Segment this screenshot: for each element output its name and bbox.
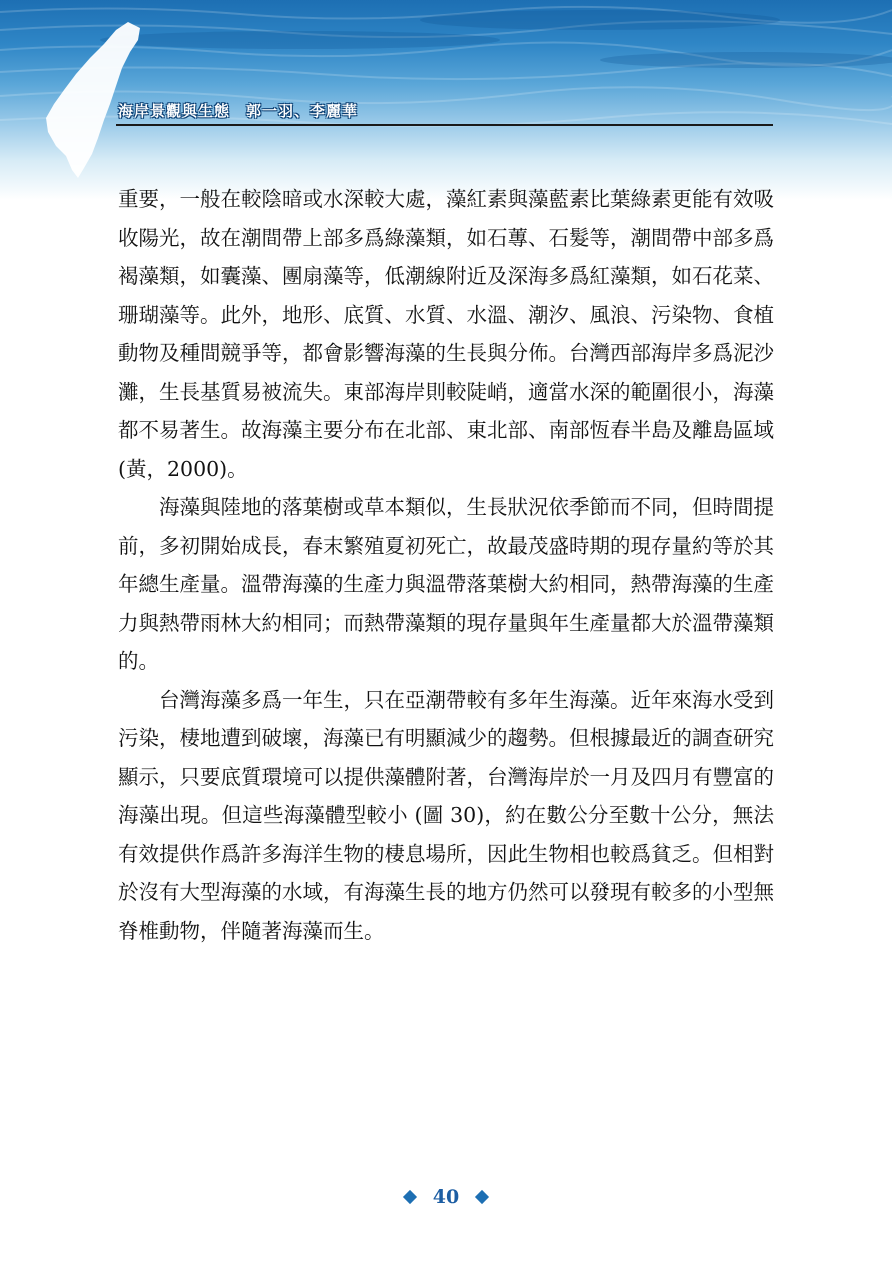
article-body bbox=[118, 180, 774, 950]
paragraph-2: 海藻與陸地的落葉樹或草本類似，生長狀況依季節而不同，但時間提前，多初開始成長，春末繁殖夏初死亡，故最茂盛時期的現存量約等於其年總生產量。溫帶海藻的生產力與溫帶落葉樹大約相同，熱帶海藻的生產力與熱帶雨林大約相同；而熱帶藻類的現存量與年生產量都大於溫帶藻類的。 bbox=[118, 495, 774, 673]
paragraph-1: 重要，一般在較陰暗或水深較大處，藻紅素與藻藍素比葉綠素更能有效吸收陽光，故在潮間帶上部多爲綠藻類，如石蓴、石髮等，潮間帶中部多爲褐藻類，如囊藻、團扇藻等，低潮線附近及深海多爲紅藻類，如石花菜、珊瑚藻等。此外，地形、底質、水質、水溫、潮汐、風浪、污染物、食植動物及種間競爭等，都會影響海藻的生長與分佈。台灣西部海岸多爲泥沙灘，生長基質易被流失。東部海岸則較陡峭，適當水深的範圍很小，海藻都不易著生。故海藻主要分布在北部、東北部、南部恆春半島及離島區域 (黃，2000)。 bbox=[118, 187, 774, 481]
page-number: 40 bbox=[432, 1186, 460, 1208]
header-divider bbox=[116, 124, 773, 126]
diamond-left-icon bbox=[403, 1190, 417, 1204]
page-footer bbox=[0, 1182, 892, 1212]
running-header: 海岸景觀與生態 郭一羽、李麗華 bbox=[118, 102, 359, 120]
paragraph-3: 台灣海藻多爲一年生，只在亞潮帶較有多年生海藻。近年來海水受到污染，棲地遭到破壞，海藻已有明顯減少的趨勢。但根據最近的調查研究顯示，只要底質環境可以提供藻體附著，台灣海岸於一月及四月有豐富的海藻出現。但這些海藻體型較小 (圖 30)，約在數公分至數十公分，無法有效提供作爲許多海洋生物的棲息場所，因此生物相也較爲貧乏。但相對於沒有大型海藻的水域，有海藻生長的地方仍然可以發現有較多的小型無脊椎動物，伴隨著海藻而生。 bbox=[118, 687, 774, 943]
diamond-right-icon bbox=[475, 1190, 489, 1204]
